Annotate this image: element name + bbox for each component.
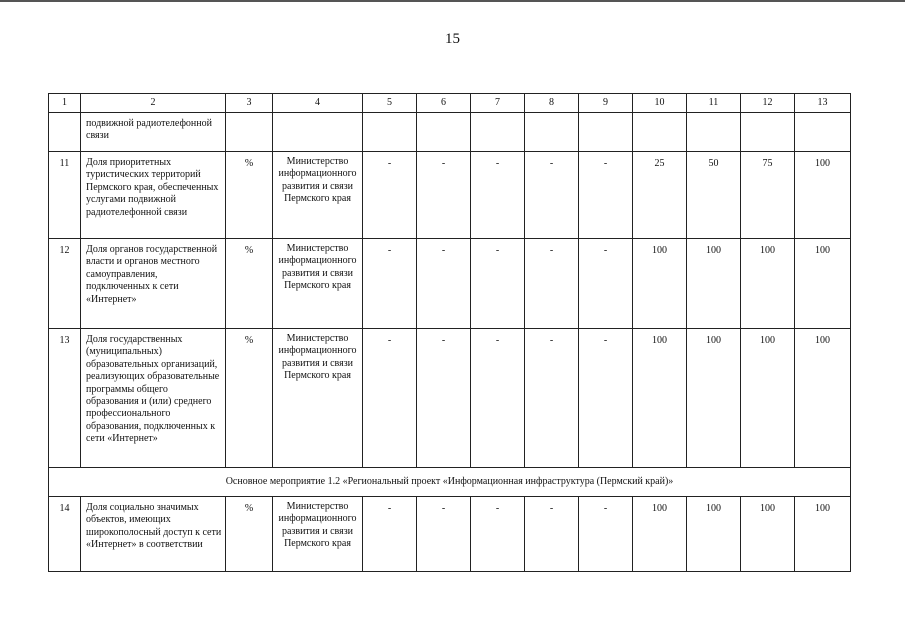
value-cell: - <box>417 152 471 239</box>
header-cell: 9 <box>579 94 633 113</box>
unit-cell: % <box>226 497 273 572</box>
value-cell: - <box>417 497 471 572</box>
value-cell: - <box>471 152 525 239</box>
value-cell <box>525 113 579 152</box>
value-cell: - <box>525 497 579 572</box>
unit-cell <box>226 113 273 152</box>
value-cell: 100 <box>795 329 851 468</box>
value-cell: 100 <box>687 239 741 329</box>
header-cell: 13 <box>795 94 851 113</box>
header-cell: 6 <box>417 94 471 113</box>
value-cell <box>363 113 417 152</box>
table-row <box>49 497 851 572</box>
row-number: 11 <box>49 152 81 239</box>
header-cell: 5 <box>363 94 417 113</box>
responsible-cell <box>273 113 363 152</box>
value-cell: - <box>363 329 417 468</box>
table-row <box>49 113 851 152</box>
value-cell: - <box>417 329 471 468</box>
value-cell: 75 <box>741 152 795 239</box>
indicators-table <box>48 93 851 572</box>
row-number: 14 <box>49 497 81 572</box>
value-cell: - <box>471 239 525 329</box>
header-cell: 12 <box>741 94 795 113</box>
value-cell: 100 <box>633 239 687 329</box>
value-cell <box>687 113 741 152</box>
row-number: 13 <box>49 329 81 468</box>
value-cell: 50 <box>687 152 741 239</box>
value-cell: 100 <box>687 497 741 572</box>
value-cell: 100 <box>741 497 795 572</box>
section-row <box>49 468 851 497</box>
indicator-name: Доля органов государственной власти и органов местного самоуправления, подключенных к сети «Интернет» <box>81 239 226 329</box>
responsible-cell: Министерство информационного развития и связи Пермского края <box>273 239 363 329</box>
header-cell: 3 <box>226 94 273 113</box>
indicator-name: Доля государственных (муниципальных) образовательных организаций, реализующих образовательные программы общего образования и (или) среднего профессионального образования, подключенных к сети «Интернет» <box>81 329 226 468</box>
indicator-name: Доля приоритетных туристических территорий Пермского края, обеспеченных услугами подвижной радиотелефонной связи <box>81 152 226 239</box>
header-cell: 10 <box>633 94 687 113</box>
value-cell: - <box>525 329 579 468</box>
value-cell: 25 <box>633 152 687 239</box>
header-cell: 4 <box>273 94 363 113</box>
table-header-row <box>49 94 851 113</box>
responsible-cell: Министерство информационного развития и связи Пермского края <box>273 152 363 239</box>
header-cell: 8 <box>525 94 579 113</box>
value-cell: 100 <box>795 152 851 239</box>
value-cell: 100 <box>687 329 741 468</box>
indicator-name: подвижной радиотелефонной связи <box>81 113 226 152</box>
value-cell: - <box>579 152 633 239</box>
row-number <box>49 113 81 152</box>
value-cell <box>741 113 795 152</box>
unit-cell: % <box>226 239 273 329</box>
indicator-name: Доля социально значимых объектов, имеющих широкополосный доступ к сети «Интернет» в соответствии <box>81 497 226 572</box>
value-cell: - <box>417 239 471 329</box>
value-cell <box>633 113 687 152</box>
header-cell: 7 <box>471 94 525 113</box>
unit-cell: % <box>226 329 273 468</box>
row-number: 12 <box>49 239 81 329</box>
value-cell: - <box>525 152 579 239</box>
value-cell: 100 <box>633 329 687 468</box>
value-cell: 100 <box>741 239 795 329</box>
value-cell <box>579 113 633 152</box>
responsible-cell: Министерство информационного развития и связи Пермского края <box>273 497 363 572</box>
value-cell <box>471 113 525 152</box>
value-cell: - <box>579 239 633 329</box>
value-cell: 100 <box>633 497 687 572</box>
table-row <box>49 329 851 468</box>
value-cell: - <box>579 329 633 468</box>
value-cell: - <box>471 497 525 572</box>
header-cell: 2 <box>81 94 226 113</box>
table-row <box>49 152 851 239</box>
value-cell <box>417 113 471 152</box>
page-number: 15 <box>445 31 460 47</box>
table-row <box>49 239 851 329</box>
value-cell: - <box>363 497 417 572</box>
value-cell: - <box>363 239 417 329</box>
section-title: Основное мероприятие 1.2 «Региональный проект «Информационная инфраструктура (Пермский край)» <box>49 468 851 497</box>
value-cell: - <box>363 152 417 239</box>
value-cell: - <box>471 329 525 468</box>
header-cell: 11 <box>687 94 741 113</box>
value-cell <box>795 113 851 152</box>
page-top-border <box>0 0 905 2</box>
value-cell: - <box>579 497 633 572</box>
value-cell: 100 <box>795 239 851 329</box>
responsible-cell: Министерство информационного развития и связи Пермского края <box>273 329 363 468</box>
value-cell: - <box>525 239 579 329</box>
header-cell: 1 <box>49 94 81 113</box>
value-cell: 100 <box>741 329 795 468</box>
value-cell: 100 <box>795 497 851 572</box>
unit-cell: % <box>226 152 273 239</box>
